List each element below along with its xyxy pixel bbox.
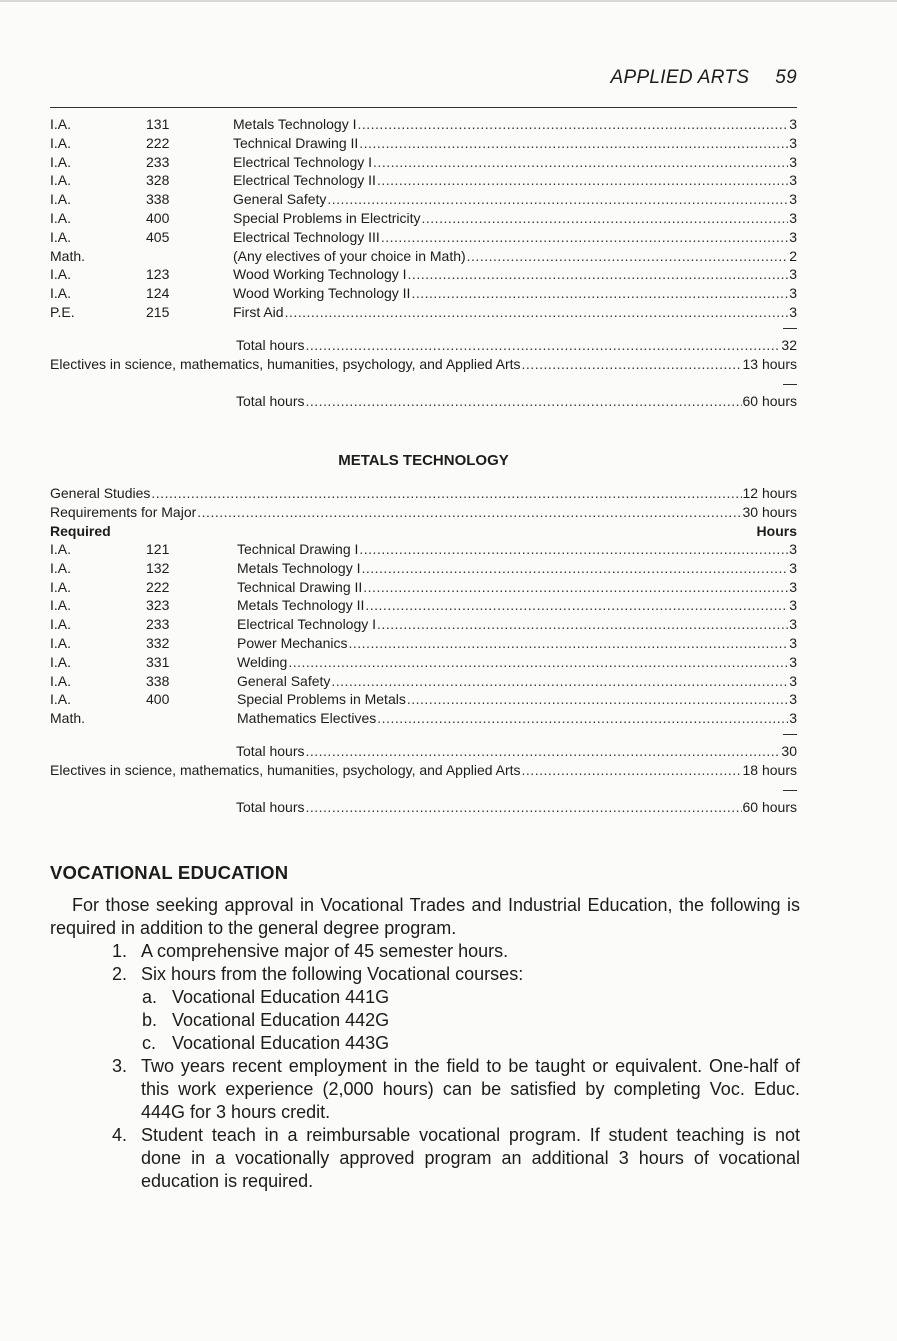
course-number: 405 [146, 228, 170, 245]
item-text: Student teach in a reimbursable vocational program. If student teaching is not done in a vocationally approved program an additional 3 hours of vocational education is required. [141, 1125, 800, 1191]
course-row [50, 540, 797, 559]
major-label: Requirements for Major [50, 504, 197, 520]
course-title: Wood Working Technology I [233, 266, 407, 283]
course-number: 331 [146, 653, 170, 670]
course-dept: I.A. [50, 691, 72, 708]
course-entry [237, 690, 797, 709]
course-hours: 3 [789, 285, 797, 302]
course-title: Electrical Technology I [233, 153, 373, 170]
course-entry [233, 115, 797, 134]
list-item [50, 963, 800, 986]
course-entry [233, 190, 797, 209]
course-title: Power Mechanics [237, 634, 348, 651]
course-number: 338 [146, 672, 170, 689]
course-number: 132 [146, 559, 170, 576]
course-row [50, 190, 797, 209]
item-text: Two years recent employment in the field to be taught or equivalent. One-half of this work experience (2,000 hours) can be satisfied by completing Voc. Educ. 444G for 3 hours credit. [141, 1056, 800, 1122]
course-hours: 3 [789, 303, 797, 320]
course-row [50, 596, 797, 615]
course-dept: I.A. [50, 578, 72, 595]
header-title: APPLIED ARTS [610, 67, 750, 88]
course-hours: 3 [789, 266, 797, 283]
course-hours: 3 [789, 209, 797, 226]
page-number: 59 [775, 67, 797, 88]
course-title: Technical Drawing II [237, 578, 363, 595]
course-dept: I.A. [50, 653, 72, 670]
course-hours: 3 [789, 653, 797, 670]
course-title: Mathematics Electives [237, 710, 377, 727]
course-hours: 3 [789, 191, 797, 208]
course-entry [233, 209, 797, 228]
list-item [50, 940, 800, 963]
course-entry [237, 559, 797, 578]
course-row [50, 284, 797, 303]
course-hours: 3 [789, 597, 797, 614]
subtotal-label: Total hours [236, 743, 305, 759]
course-dept: I.A. [50, 116, 72, 132]
list-item [50, 1055, 800, 1124]
course-hours: 2 [789, 247, 797, 264]
course-hours: 3 [789, 559, 797, 576]
totals-2 [50, 725, 797, 817]
course-list-1 [50, 115, 797, 322]
electives-label: Electives in science, mathematics, humanities, psychology, and Applied Arts [50, 356, 521, 372]
course-dept: P.E. [50, 303, 75, 320]
course-number: 332 [146, 634, 170, 651]
item-number: 2. [111, 964, 127, 984]
general-studies-label: General Studies [50, 485, 151, 501]
total-row [50, 392, 797, 411]
course-entry [237, 615, 797, 634]
course-row [50, 134, 797, 153]
electives-value: 18 hours [742, 762, 797, 778]
course-entry [233, 284, 797, 303]
course-title: General Safety [233, 191, 327, 208]
course-hours: 3 [789, 153, 797, 170]
subtotal-value: 30 [781, 743, 797, 759]
course-title: Technical Drawing I [237, 541, 359, 557]
total-label: Total hours [236, 799, 305, 815]
intro-paragraph: For those seeking approval in Vocational Trades and Industrial Education, the following is required in addition to the general degree program. [50, 895, 800, 938]
course-dept: I.A. [50, 191, 72, 208]
sub-item [141, 1009, 800, 1032]
course-entry [233, 303, 797, 322]
hours-label: Hours [756, 523, 797, 539]
course-entry [237, 634, 797, 653]
subtotal-row [50, 336, 797, 355]
course-dept: I.A. [50, 228, 72, 245]
section-title: METALS TECHNOLOGY [338, 452, 509, 469]
course-number: 400 [146, 691, 170, 708]
course-dept: I.A. [50, 172, 72, 189]
item-number: 1. [111, 941, 127, 961]
course-row [50, 115, 797, 134]
course-number: 222 [146, 578, 170, 595]
course-entry [233, 153, 797, 172]
sum-dash: — [783, 781, 797, 797]
course-row [50, 578, 797, 597]
course-row [50, 303, 797, 322]
course-row [50, 171, 797, 190]
item-number: 3. [111, 1056, 127, 1076]
course-title: Electrical Technology I [237, 616, 377, 633]
course-hours: 3 [789, 710, 797, 727]
sub-item-letter: b. [142, 1010, 158, 1030]
course-entry [237, 672, 797, 691]
sum-dash: — [783, 319, 797, 335]
required-header-row [50, 522, 797, 541]
course-dept: I.A. [50, 209, 72, 226]
course-number: 338 [146, 191, 170, 208]
sub-item [141, 986, 800, 1009]
course-entry [237, 540, 797, 559]
course-title: Wood Working Technology II [233, 285, 411, 302]
electives-value: 13 hours [742, 356, 797, 372]
vocational-section [50, 862, 800, 1193]
course-hours: 3 [789, 228, 797, 245]
course-entry [237, 596, 797, 615]
course-number: 124 [146, 285, 170, 302]
item-text: Six hours from the following Vocational courses: [141, 964, 524, 984]
course-dept: I.A. [50, 266, 72, 283]
course-title: Electrical Technology II [233, 172, 376, 189]
course-title: (Any electives of your choice in Math) [233, 247, 466, 264]
item-text: A comprehensive major of 45 semester hours. [141, 941, 509, 961]
course-row [50, 228, 797, 247]
course-title: Special Problems in Electricity [233, 209, 421, 226]
course-title: Special Problems in Metals [237, 691, 406, 708]
course-number: 323 [146, 597, 170, 614]
course-row [50, 709, 797, 728]
major-row [50, 503, 797, 522]
course-dept: I.A. [50, 672, 72, 689]
course-row [50, 247, 797, 266]
course-number: 121 [146, 541, 170, 557]
course-entry [233, 265, 797, 284]
electives-row [50, 761, 797, 780]
major-value: 30 hours [742, 504, 797, 520]
total-row [50, 798, 797, 817]
general-studies-row [50, 484, 797, 503]
metals-section [50, 452, 797, 541]
course-list-2 [50, 540, 797, 728]
course-title: Metals Technology I [237, 559, 361, 576]
course-row [50, 209, 797, 228]
sub-item-text: Vocational Education 441G [172, 987, 390, 1007]
course-entry [233, 228, 797, 247]
course-row [50, 690, 797, 709]
header-rule [50, 107, 797, 108]
course-hours: 3 [789, 116, 797, 132]
course-entry [233, 247, 797, 266]
course-title: First Aid [233, 303, 284, 320]
course-row [50, 559, 797, 578]
totals-1 [50, 319, 797, 411]
course-entry [237, 653, 797, 672]
course-number: 328 [146, 172, 170, 189]
course-dept: I.A. [50, 559, 72, 576]
subtotal-label: Total hours [236, 337, 305, 353]
course-number: 233 [146, 153, 170, 170]
course-row [50, 653, 797, 672]
list-item [50, 1124, 800, 1193]
sub-item-letter: c. [142, 1033, 157, 1053]
course-hours: 3 [789, 541, 797, 557]
course-title: Metals Technology II [237, 597, 365, 614]
course-row [50, 634, 797, 653]
course-title: Metals Technology I [233, 116, 357, 132]
electives-label: Electives in science, mathematics, humanities, psychology, and Applied Arts [50, 762, 521, 778]
sub-item [141, 1032, 800, 1055]
course-hours: 3 [789, 672, 797, 689]
course-row [50, 265, 797, 284]
course-row [50, 153, 797, 172]
item-number: 4. [111, 1125, 127, 1145]
course-row [50, 615, 797, 634]
course-entry [237, 578, 797, 597]
course-number: 123 [146, 266, 170, 283]
running-header [611, 67, 798, 89]
course-title: General Safety [237, 672, 331, 689]
course-hours: 3 [789, 578, 797, 595]
section-title: VOCATIONAL EDUCATION [50, 862, 289, 883]
course-number: 131 [146, 116, 170, 132]
course-number: 222 [146, 134, 170, 151]
subtotal-row [50, 742, 797, 761]
course-title: Technical Drawing II [233, 134, 359, 151]
required-label: Required [50, 523, 111, 539]
total-label: Total hours [236, 393, 305, 409]
course-number: 400 [146, 209, 170, 226]
course-entry [237, 709, 797, 728]
sub-item-text: Vocational Education 442G [172, 1010, 390, 1030]
sub-item-text: Vocational Education 443G [172, 1033, 390, 1053]
course-title: Electrical Technology III [233, 228, 380, 245]
page-top-edge [0, 0, 897, 2]
course-dept: Math. [50, 247, 86, 264]
course-dept: I.A. [50, 616, 72, 633]
course-dept: I.A. [50, 634, 72, 651]
course-number: 233 [146, 616, 170, 633]
course-hours: 3 [789, 172, 797, 189]
course-dept: I.A. [50, 285, 72, 302]
course-dept: I.A. [50, 153, 72, 170]
course-hours: 3 [789, 634, 797, 651]
subtotal-value: 32 [781, 337, 797, 353]
course-hours: 3 [789, 691, 797, 708]
course-dept: I.A. [50, 134, 72, 151]
course-hours: 3 [789, 134, 797, 151]
course-dept: I.A. [50, 597, 72, 614]
course-number: 215 [146, 303, 170, 320]
course-row [50, 672, 797, 691]
electives-row [50, 355, 797, 374]
sub-item-letter: a. [142, 987, 158, 1007]
course-entry [233, 171, 797, 190]
sum-dash: — [783, 375, 797, 391]
course-dept: Math. [50, 710, 86, 727]
course-title: Welding [237, 653, 288, 670]
sum-dash: — [783, 725, 797, 741]
total-value: 60 hours [742, 799, 797, 815]
course-dept: I.A. [50, 541, 72, 557]
total-value: 60 hours [742, 393, 797, 409]
general-studies-value: 12 hours [742, 485, 797, 501]
course-entry [233, 134, 797, 153]
course-hours: 3 [789, 616, 797, 633]
